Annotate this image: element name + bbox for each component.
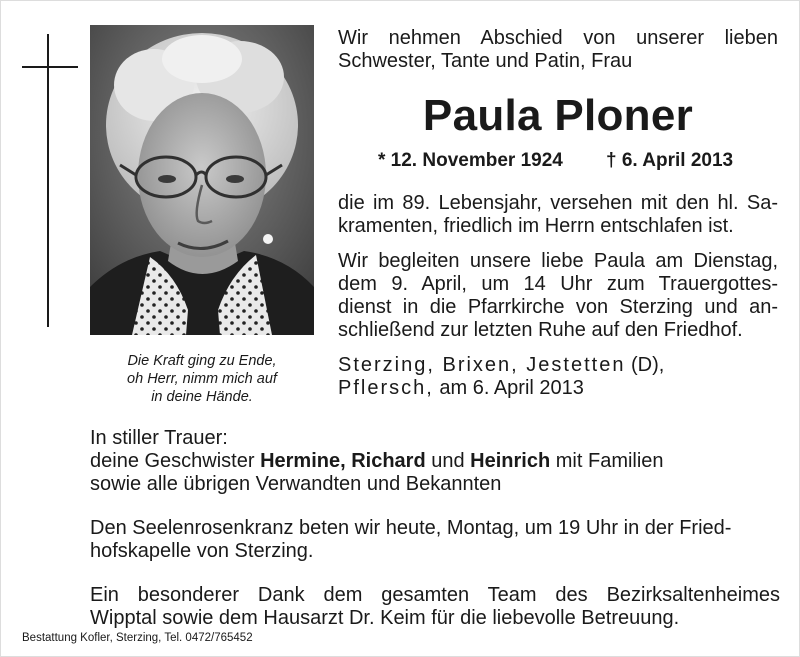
cross-icon	[47, 34, 49, 327]
mourners-line	[90, 450, 780, 473]
paragraph-line: Wir begleiten unsere liebe Paula am Dienstag,	[338, 250, 778, 272]
mourners-section	[90, 427, 780, 496]
birth-date: * 12. November 1924	[378, 150, 563, 171]
sibling-name-last: Heinrich	[470, 450, 551, 472]
funeral-home-credit: Bestattung Kofler, Sterzing, Tel. 0472/765452	[22, 632, 253, 644]
mourners-heading: In stiller Trauer:	[90, 427, 228, 449]
place-and-date	[338, 354, 778, 400]
intro-text	[338, 27, 778, 73]
country-code: (D),	[625, 354, 665, 376]
portrait-photo	[90, 25, 314, 335]
paragraph-funeral	[338, 250, 778, 342]
rosary-notice	[90, 517, 780, 563]
thanks-notice	[90, 584, 780, 630]
mourners-and: und	[425, 450, 471, 472]
date-line	[338, 377, 778, 400]
intro-line: Schwester, Tante und Patin, Frau	[338, 50, 633, 72]
paragraph-line: dienst in die Pfarrkirche von Sterzing und an-	[338, 296, 778, 318]
paragraph-line: kramenten, friedlich im Herrn entschlafen ist.	[338, 215, 734, 237]
paragraph-line: schließend zur letzten Ruhe auf den Friedhof.	[338, 319, 743, 341]
siblings-names: Hermine, Richard	[260, 450, 426, 472]
mourners-suffix: mit Familien	[550, 450, 664, 472]
intro-line: Wir nehmen Abschied von unserer lieben	[338, 27, 778, 49]
rosary-line: hofskapelle von Sterzing.	[90, 540, 314, 562]
places-line	[338, 354, 778, 377]
notice-date: am 6. April 2013	[433, 377, 584, 399]
cross-icon-crossbar	[22, 66, 78, 68]
caption-line: in deine Hände.	[151, 389, 253, 405]
deceased-name: Paula Ploner	[422, 91, 694, 140]
death-date: † 6. April 2013	[606, 150, 734, 171]
mourners-relatives: sowie alle übrigen Verwandten und Bekannten	[90, 473, 502, 495]
place-last: Pflersch,	[338, 377, 434, 399]
caption-line: Die Kraft ging zu Ende,	[127, 353, 277, 369]
mourners-prefix: deine Geschwister	[90, 450, 261, 472]
thanks-line: Wipptal sowie dem Hausarzt Dr. Keim für die liebevolle Betreuung.	[90, 607, 680, 629]
photo-caption	[90, 352, 314, 406]
paragraph-line: die im 89. Lebensjahr, versehen mit den hl. Sa-	[338, 192, 778, 214]
paragraph-line: dem 9. April, um 14 Uhr zum Trauergottes-	[338, 273, 778, 295]
paragraph-passing	[338, 192, 778, 238]
places: Sterzing, Brixen, Jestetten	[338, 354, 626, 376]
caption-line: oh Herr, nimm mich auf	[127, 371, 277, 387]
thanks-line: Ein besonderer Dank dem gesamten Team des Bezirksaltenheimes	[90, 584, 780, 606]
rosary-line: Den Seelenrosenkranz beten wir heute, Montag, um 19 Uhr in der Fried-	[90, 517, 732, 539]
